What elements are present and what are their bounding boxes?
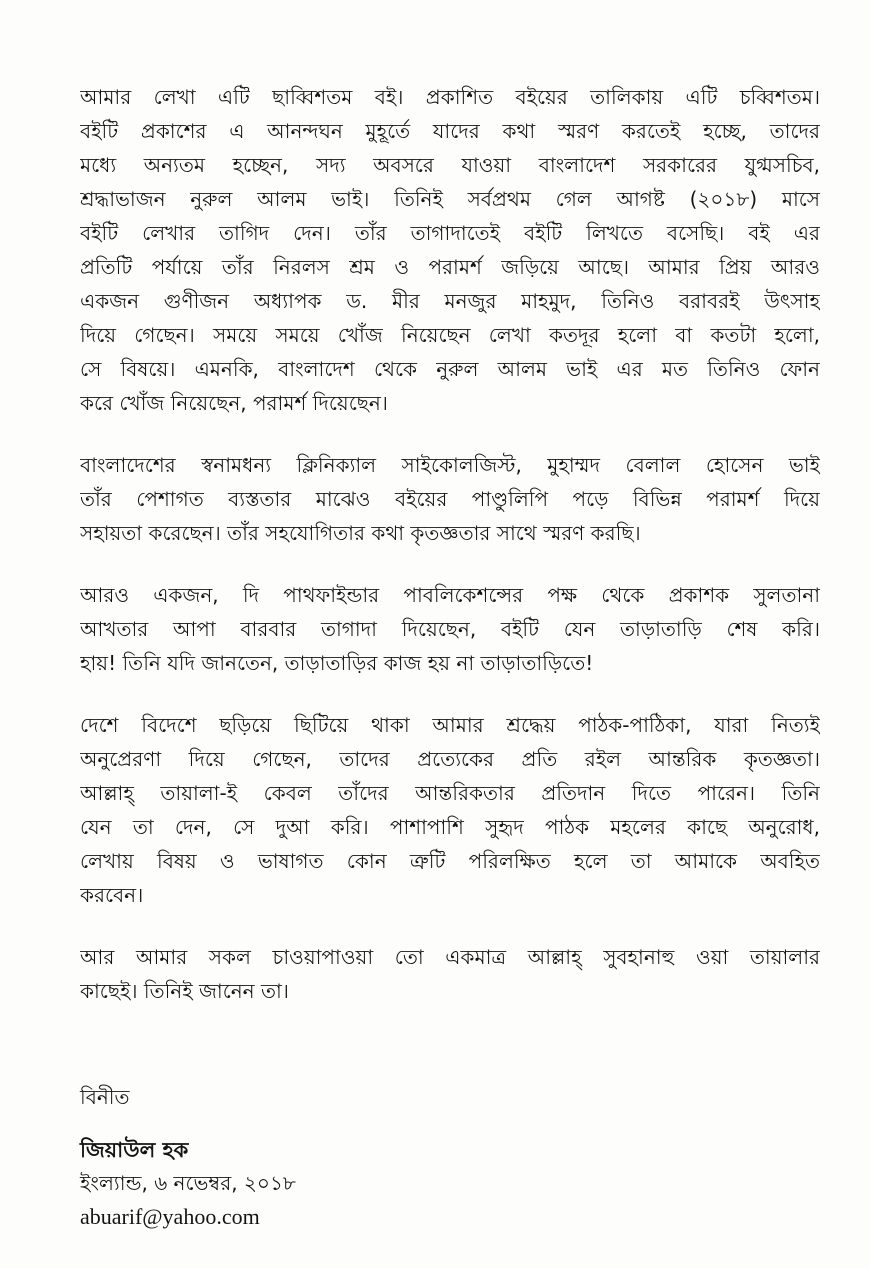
text-line: প্রতিটি পর্যায়ে তাঁর নিরলস শ্রম ও পরামর্শ জড়িয়ে আছে। আমার প্রিয় আরও bbox=[80, 255, 820, 279]
text-line: তাঁর পেশাগত ব্যস্ততার মাঝেও বইয়ের পাণ্ডুলিপি পড়ে বিভিন্ন পরামর্শ দিয়ে bbox=[80, 487, 820, 511]
text-line: কাছেই। তিনিই জানেন তা। bbox=[80, 979, 289, 1003]
text-line: দিয়ে গেছেন। সময়ে সময়ে খোঁজ নিয়েছেন লেখা কতদূর হলো বা কতটা হলো, bbox=[80, 323, 820, 347]
author-name: জিয়াউল হক bbox=[80, 1138, 189, 1162]
text-line: দেশে বিদেশে ছড়িয়ে ছিটিয়ে থাকা আমার শ্রদ্ধেয় পাঠক-পাঠিকা, যারা নিত্যই bbox=[80, 713, 820, 737]
text-line: আখতার আপা বারবার তাগাদা দিয়েছেন, বইটি যেন তাড়াতাড়ি শেষ করি। bbox=[80, 617, 820, 641]
text-line: যেন তা দেন, সে দুআ করি। পাশাপাশি সুহৃদ পাঠক মহলের কাছে অনুরোধ, bbox=[80, 815, 820, 839]
text-line: বাংলাদেশের স্বনামধন্য ক্লিনিক্যাল সাইকোলজিস্ট, মুহাম্মদ বেলাল হোসেন ভাই bbox=[80, 453, 820, 477]
text-line: বইটি প্রকাশের এ আনন্দঘন মুহূর্তে যাদের কথা স্মরণ করতেই হচ্ছে, তাদের bbox=[80, 119, 820, 143]
author-email: abuarif@yahoo.com bbox=[80, 1204, 260, 1229]
paragraph-5 bbox=[80, 940, 820, 1008]
signature-closing: বিনীত bbox=[80, 1085, 130, 1109]
text-line: আরও একজন, দি পাথফাইন্ডার পাবলিকেশন্সের পক্ষ থেকে প্রকাশক সুলতানা bbox=[80, 583, 820, 607]
paragraph-3 bbox=[80, 578, 820, 680]
text-line: হায়! তিনি যদি জানতেন, তাড়াতাড়ির কাজ হয় না তাড়াতাড়িতে! bbox=[80, 651, 594, 675]
text-line: মধ্যে অন্যতম হচ্ছেন, সদ্য অবসরে যাওয়া বাংলাদেশ সরকারের যুগ্মসচিব, bbox=[80, 153, 820, 177]
text-line: শ্রদ্ধাভাজন নুরুল আলম ভাই। তিনিই সর্বপ্রথম গেল আগষ্ট (২০১৮) মাসে bbox=[80, 187, 820, 211]
text-line: আল্লাহ্ তায়ালা-ই কেবল তাঁদের আন্তরিকতার প্রতিদান দিতে পারেন। তিনি bbox=[80, 781, 820, 805]
text-line: সে বিষয়ে। এমনকি, বাংলাদেশ থেকে নুরুল আলম ভাই এর মত তিনিও ফোন bbox=[80, 357, 820, 381]
acknowledgement-text bbox=[80, 80, 820, 1036]
text-line: লেখায় বিষয় ও ভাষাগত কোন ত্রুটি পরিলক্ষিত হলে তা আমাকে অবহিত bbox=[80, 849, 820, 873]
text-line: বইটি লেখার তাগিদ দেন। তাঁর তাগাদাতেই বইটি লিখতে বসেছি। বই এর bbox=[80, 221, 820, 245]
text-line: করে খোঁজ নিয়েছেন, পরামর্শ দিয়েছেন। bbox=[80, 391, 388, 415]
text-line: একজন গুণীজন অধ্যাপক ড. মীর মনজুর মাহমুদ, তিনিও বরাবরই উৎসাহ bbox=[80, 289, 820, 313]
signature-block bbox=[80, 1082, 680, 1234]
paragraph-2 bbox=[80, 448, 820, 550]
paragraph-4 bbox=[80, 708, 820, 912]
place-date: ইংল্যান্ড, ৬ নভেম্বর, ২০১৮ bbox=[80, 1171, 296, 1195]
text-line: আমার লেখা এটি ছাব্বিশতম বই। প্রকাশিত বইয়ের তালিকায় এটি চব্বিশতম। bbox=[80, 85, 820, 109]
text-line: অনুপ্রেরণা দিয়ে গেছেন, তাদের প্রত্যেকের প্রতি রইল আন্তরিক কৃতজ্ঞতা। bbox=[80, 747, 820, 771]
text-line: সহায়তা করেছেন। তাঁর সহযোগিতার কথা কৃতজ্ঞতার সাথে স্মরণ করছি। bbox=[80, 521, 641, 545]
text-line: করবেন। bbox=[80, 883, 144, 907]
text-line: আর আমার সকল চাওয়াপাওয়া তো একমাত্র আল্লাহ্ সুবহানাহু ওয়া তায়ালার bbox=[80, 945, 820, 969]
paragraph-1 bbox=[80, 80, 820, 420]
